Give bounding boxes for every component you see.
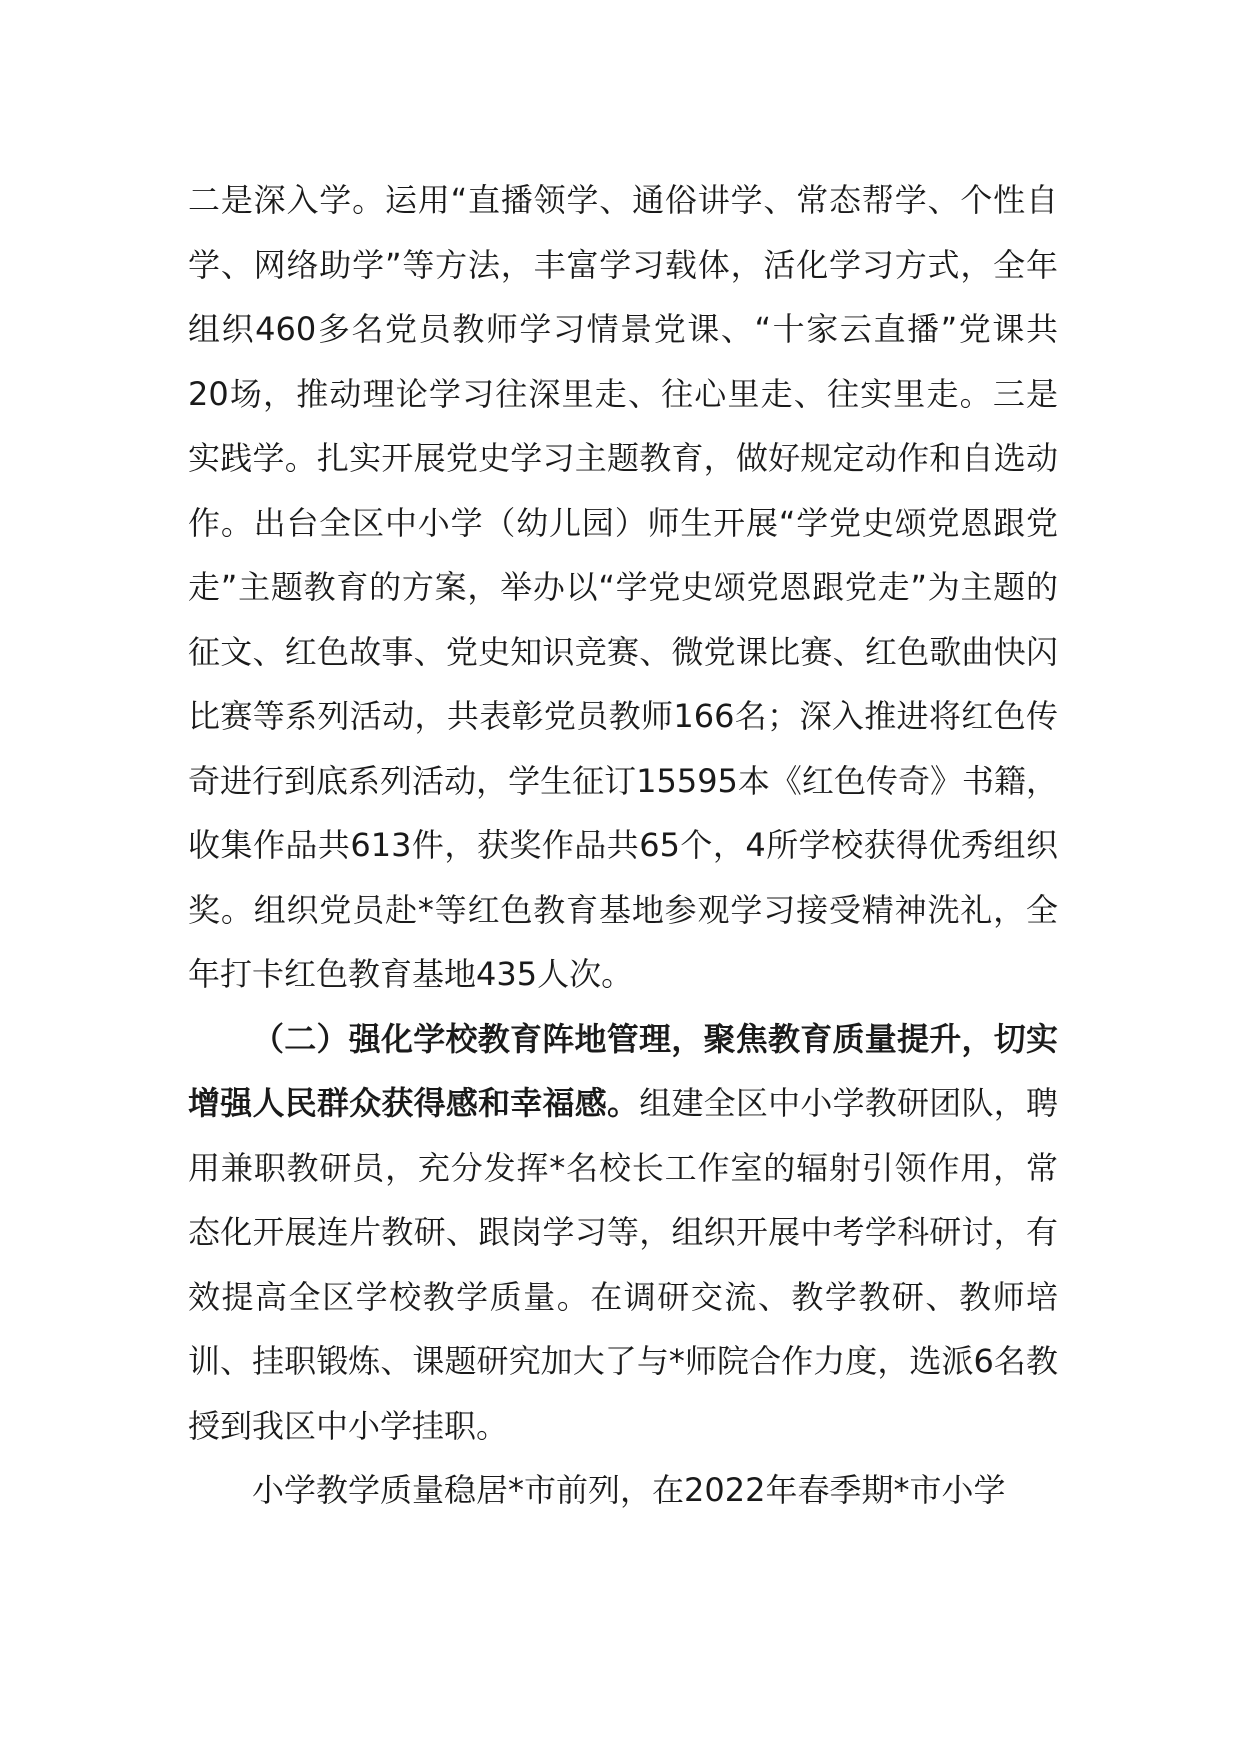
section-heading-two: （二）强化学校教育阵地管理，聚焦教育质量提升，切实增强人民群众获得感和幸福感。 (188, 1019, 1058, 1122)
paragraph-teaching-quality: 小学教学质量稳居*市前列，在2022年春季期*市小学 (252, 1471, 1006, 1509)
paragraph-education-management-body: 组建全区中小学教研团队，聘用兼职教研员，充分发挥*名校长工作室的辐射引领作用，常态化开展连片教研、跟岗学习等，组织开展中考学科研讨，有效提高全区学校教学质量。在调研交流、教学教研、教师培训、挂职锻炼、课题研究加大了与*师院合作力度，选派6名教授到我区中小学挂职。 (188, 1084, 1058, 1445)
paragraph-education-management (188, 1007, 1058, 1459)
paragraph-study-methods: 二是深入学。运用“直播领学、通俗讲学、常态帮学、个性自学、网络助学”等方法，丰富学习载体，活化学习方式，全年组织460多名党员教师学习情景党课、“十家云直播”党课共20场，推动理论学习往深里走、往心里走、往实里走。三是实践学。扎实开展党史学习主题教育，做好规定动作和自选动作。出台全区中小学（幼儿园）师生开展“学党史颂党恩跟党走”主题教育的方案，举办以“学党史颂党恩跟党走”为主题的征文、红色故事、党史知识竞赛、微党课比赛、红色歌曲快闪比赛等系列活动，共表彰党员教师166名；深入推进将红色传奇进行到底系列活动，学生征订15595本《红色传奇》书籍，收集作品共613件，获奖作品共65个，4所学校获得优秀组织奖。组织党员赴*等红色教育基地参观学习接受精神洗礼，全年打卡红色教育基地435人次。 (188, 181, 1058, 993)
document-body (188, 168, 1058, 1523)
